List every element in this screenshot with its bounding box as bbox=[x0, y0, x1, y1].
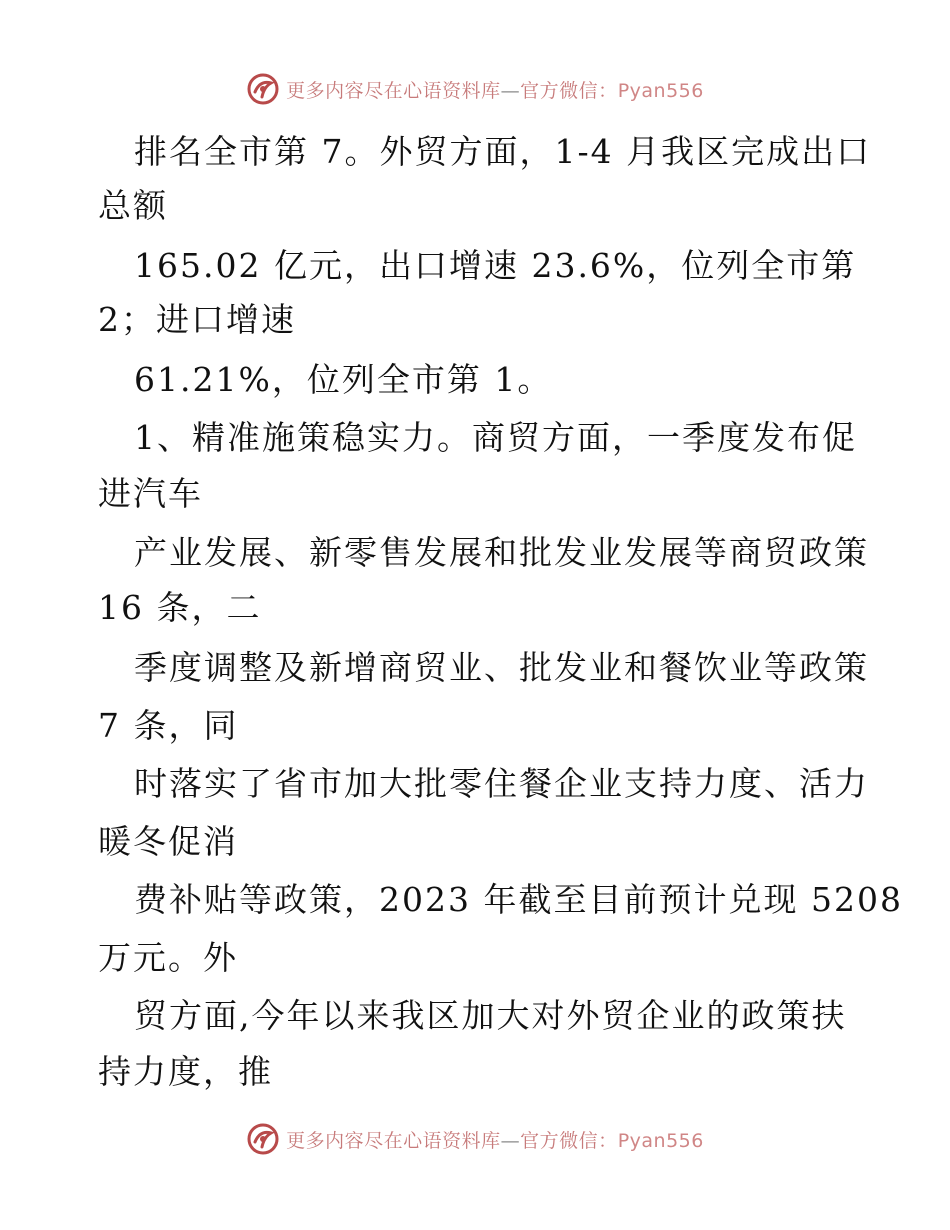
body-line: 2；进口增速 bbox=[98, 300, 296, 339]
body-line: 贸方面,今年以来我区加大对外贸企业的政策扶 bbox=[134, 996, 847, 1035]
body-line: 16 条，二 bbox=[98, 588, 262, 627]
watermark-separator: — bbox=[500, 79, 521, 102]
red-swirl-logo-icon bbox=[246, 1122, 280, 1156]
watermark-text bbox=[286, 76, 704, 103]
watermark-wechat-id: Pyan556 bbox=[617, 1129, 704, 1152]
body-line: 总额 bbox=[98, 186, 168, 225]
watermark-wechat-id: Pyan556 bbox=[617, 79, 704, 102]
body-line: 1、精准施策稳实力。商贸方面，一季度发布促 bbox=[134, 418, 857, 457]
body-line: 万元。外 bbox=[98, 938, 238, 977]
watermark-separator: — bbox=[500, 1129, 521, 1152]
watermark-wechat-label: 官方微信： bbox=[520, 79, 618, 102]
body-line: 持力度，推 bbox=[98, 1052, 273, 1091]
body-line: 7 条，同 bbox=[98, 706, 239, 745]
body-line: 165.02 亿元，出口增速 23.6%，位列全市第 bbox=[134, 246, 857, 285]
watermark-brand: 更多内容尽在心语资料库 bbox=[286, 79, 501, 102]
body-line: 产业发展、新零售发展和批发业发展等商贸政策 bbox=[134, 533, 869, 572]
header-watermark bbox=[0, 72, 950, 106]
body-line: 进汽车 bbox=[98, 474, 203, 513]
body-line: 费补贴等政策，2023 年截至目前预计兑现 5208 bbox=[134, 880, 903, 919]
watermark-wechat-label: 官方微信： bbox=[520, 1129, 618, 1152]
body-line: 暖冬促消 bbox=[98, 822, 238, 861]
body-line: 排名全市第 7。外贸方面，1-4 月我区完成出口 bbox=[134, 132, 872, 171]
red-swirl-logo-icon bbox=[246, 72, 280, 106]
body-line: 61.21%，位列全市第 1。 bbox=[134, 360, 553, 399]
body-line: 季度调整及新增商贸业、批发业和餐饮业等政策 bbox=[134, 648, 869, 687]
body-line: 时落实了省市加大批零住餐企业支持力度、活力 bbox=[134, 764, 869, 803]
footer-watermark bbox=[0, 1122, 950, 1156]
watermark-text bbox=[286, 1126, 704, 1153]
watermark-brand: 更多内容尽在心语资料库 bbox=[286, 1129, 501, 1152]
